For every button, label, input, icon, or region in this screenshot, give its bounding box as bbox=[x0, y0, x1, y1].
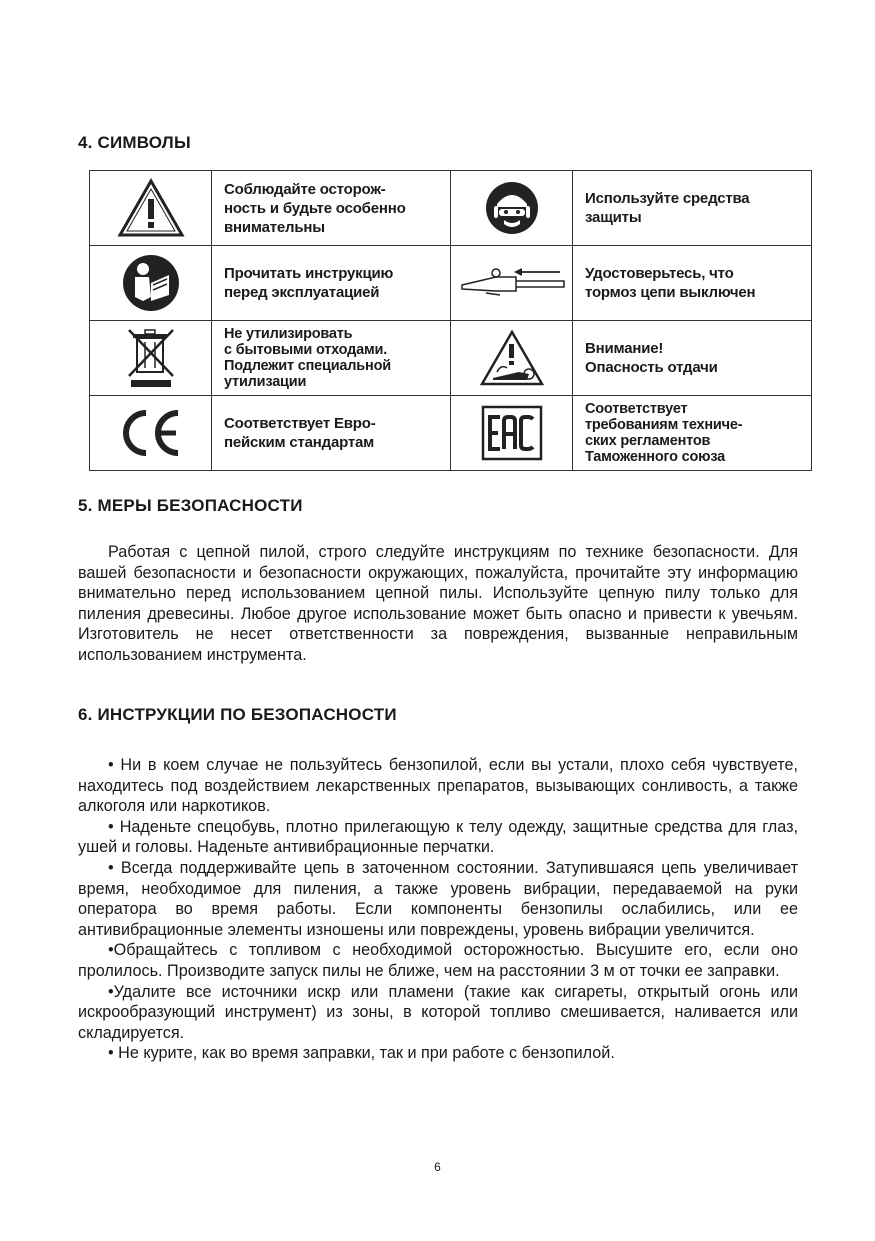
list-item: • Не курите, как во время заправки, так и при работе с бензопилой. bbox=[108, 1044, 615, 1063]
kickback-warning-icon bbox=[479, 328, 545, 388]
symbols-table bbox=[89, 170, 812, 471]
symbol-text: Соблюдайте осторож- ность и будьте особенно внимательны bbox=[212, 171, 451, 246]
symbol-text: Соответствует Евро- пейским стандартам bbox=[212, 396, 451, 471]
page-number: 6 bbox=[434, 1160, 441, 1174]
section-5-heading: 5. МЕРЫ БЕЗОПАСНОСТИ bbox=[78, 496, 303, 515]
safety-text: Работая с цепной пилой, строго следуйте инструкциям по технике безопасности. Для вашей безопасности и безопасности окружающих, пожалуйста, прочитайте эту информацию внимательно перед использованием цепной пилы. Используйте цепную пилу только для пиления древесины. Любое другое использование может быть опасно и привести к увечьям. Изготовитель не несет ответственности за повреждения, вызванные неправильным использованием инструмента. bbox=[78, 543, 798, 664]
symbol-cell bbox=[90, 246, 212, 321]
read-manual-icon bbox=[121, 253, 181, 313]
symbol-cell bbox=[451, 321, 573, 396]
chain-brake-icon bbox=[456, 263, 568, 303]
safety-instructions-list bbox=[78, 755, 798, 1064]
symbol-text: Соответствует требованиям техниче- ских регламентов Таможенного союза bbox=[573, 396, 812, 471]
list-item: •Обращайтесь с топливом с необходимой осторожностью. Высушите его, если оно пролилось. Производите запуск пилы не ближе, чем на расстоянии 3 м от точки ее заправки. bbox=[78, 941, 798, 980]
symbol-text: Не утилизировать с бытовыми отходами. Подлежит специальной утилизации bbox=[212, 321, 451, 396]
list-item: • Всегда поддерживайте цепь в заточенном состоянии. Затупившаяся цепь увеличивает время, необходимое для пиления, а также уровень вибрации, передаваемой на руки оператора во время работы. Если компоненты бензопилы ослабились, или ее антивибрационные элементы изношены или повреждены, уровень вибрации увеличится. bbox=[78, 858, 798, 939]
symbol-cell bbox=[90, 171, 212, 246]
no-household-waste-icon bbox=[123, 326, 179, 390]
symbol-text: Удостоверьтесь, что тормоз цепи выключен bbox=[573, 246, 812, 321]
list-item: •Удалите все источники искр или пламени (такие как сигареты, открытый огонь или искрообразующий инструмент) из зоны, в которой топливо смешивается, наливается или складируется. bbox=[78, 982, 798, 1042]
symbol-cell bbox=[451, 171, 573, 246]
symbol-text: Используйте средства защиты bbox=[573, 171, 812, 246]
section-4-heading: 4. СИМВОЛЫ bbox=[78, 133, 191, 152]
symbols-row bbox=[90, 246, 812, 321]
ce-mark-icon bbox=[118, 407, 184, 459]
symbol-text: Прочитать инструкцию перед эксплуатацией bbox=[212, 246, 451, 321]
symbol-cell bbox=[451, 396, 573, 471]
protective-equipment-icon bbox=[484, 180, 540, 236]
symbols-row bbox=[90, 171, 812, 246]
eac-mark-icon bbox=[481, 405, 543, 461]
symbol-cell bbox=[90, 321, 212, 396]
list-item: • Наденьте спецобувь, плотно прилегающую к телу одежду, защитные средства для глаз, ушей и головы. Наденьте антивибрационные перчатки. bbox=[78, 817, 798, 857]
symbols-row bbox=[90, 396, 812, 471]
safety-paragraph bbox=[78, 542, 798, 666]
section-6-heading: 6. ИНСТРУКЦИИ ПО БЕЗОПАСНОСТИ bbox=[78, 705, 397, 724]
symbol-text: Внимание! Опасность отдачи bbox=[573, 321, 812, 396]
symbol-cell bbox=[90, 396, 212, 471]
list-item: • Ни в коем случае не пользуйтесь бензопилой, если вы устали, плохо себя чувствуете, находитесь под воздействием лекарственных препаратов, вызывающих сонливость, а также алкоголя или наркотиков. bbox=[78, 756, 798, 816]
warning-triangle-icon bbox=[116, 177, 186, 239]
symbols-row bbox=[90, 321, 812, 396]
symbol-cell bbox=[451, 246, 573, 321]
